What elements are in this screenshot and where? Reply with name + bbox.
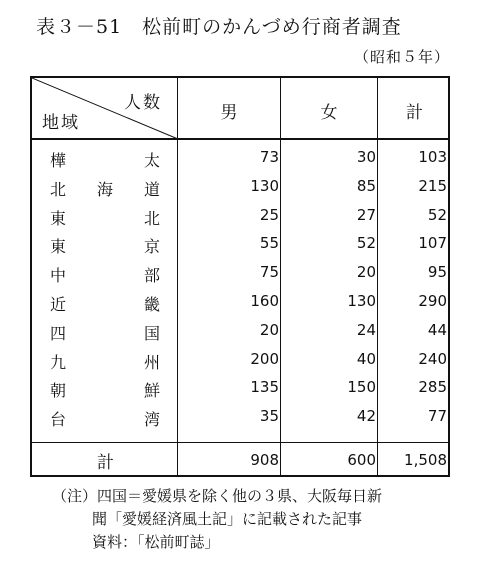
table-row: [32, 407, 448, 431]
table-row: [32, 177, 448, 201]
female-count: 24: [356, 320, 376, 339]
female-count: 150: [347, 378, 376, 397]
region-char: 北: [143, 208, 160, 228]
total-female: 600: [347, 451, 376, 469]
row-total: 52: [427, 205, 447, 224]
female-count: 40: [356, 349, 376, 368]
row-total: 44: [427, 320, 447, 339]
male-count: 160: [250, 292, 279, 310]
data-table: [30, 76, 450, 477]
corner-label-region: 地域: [42, 113, 80, 133]
region-name: [50, 206, 160, 229]
region-name: [50, 321, 160, 344]
region-char: 畿: [143, 295, 160, 314]
note-line: 聞「愛媛経済風土記」に記載された記事: [92, 510, 363, 528]
female-count: 27: [356, 205, 376, 224]
corner-label-count: 人数: [124, 93, 162, 113]
region-char: 近: [50, 295, 67, 314]
row-total: 215: [418, 176, 447, 195]
table-row: [32, 350, 448, 374]
region-name: [50, 378, 160, 401]
row-total: 240: [418, 349, 447, 368]
total-male: 908: [250, 451, 279, 469]
region-char: 部: [143, 266, 160, 286]
row-total: 107: [418, 234, 447, 253]
row-total: 77: [427, 407, 447, 426]
region-char: 京: [143, 237, 160, 257]
female-count: 52: [356, 234, 376, 253]
region-name: [50, 407, 160, 430]
male-count: 135: [250, 378, 279, 397]
total-label: 計: [97, 453, 114, 473]
row-total: 103: [418, 148, 447, 166]
table-row: [32, 148, 448, 172]
region-char: 鮮: [143, 381, 160, 401]
region-name: [50, 350, 160, 373]
region-char: 朝: [50, 381, 67, 401]
male-count: 75: [259, 263, 279, 282]
female-count: 130: [347, 292, 376, 310]
header-total: 計: [406, 103, 423, 123]
female-count: 42: [356, 407, 376, 426]
header-female: 女: [320, 103, 338, 123]
region-char: 太: [143, 151, 160, 170]
region-name: [50, 177, 160, 200]
row-total: 95: [427, 263, 447, 282]
region-char: 北: [50, 179, 67, 199]
male-count: 35: [259, 407, 279, 426]
table-row: [32, 263, 448, 287]
region-char: 九: [50, 352, 67, 372]
region-name: [50, 234, 160, 257]
region-char: 道: [143, 179, 160, 199]
region-char: 国: [143, 323, 160, 343]
header-male: 男: [220, 103, 238, 123]
table-row: [32, 234, 448, 258]
region-char: 海: [96, 179, 113, 199]
page-title: 表３－51 松前町のかんづめ行商者調査: [36, 16, 402, 38]
table-row: [32, 378, 448, 402]
female-count: 85: [356, 176, 376, 195]
region-name: [50, 292, 160, 315]
total-row: [32, 444, 448, 474]
table-row: [32, 206, 448, 230]
total-divider: [32, 442, 448, 443]
region-char: 州: [143, 352, 160, 372]
page-subtitle: （昭和５年）: [353, 48, 450, 66]
note-line: （注）四国＝愛媛県を除く他の３県、大阪毎日新: [52, 487, 383, 505]
note-line: 資料：「松前町誌」: [92, 533, 220, 551]
region-char: 湾: [143, 410, 160, 430]
region-char: 東: [50, 208, 67, 228]
row-total: 285: [418, 378, 447, 397]
region-char: 台: [50, 410, 67, 430]
male-count: 25: [259, 205, 279, 224]
notes: [52, 485, 382, 554]
male-count: 20: [259, 320, 279, 339]
male-count: 55: [259, 234, 279, 253]
total-sum: 1,508: [404, 451, 447, 469]
region-name: [50, 148, 160, 171]
male-count: 130: [250, 176, 279, 195]
region-name: [50, 263, 160, 286]
female-count: 20: [356, 263, 376, 282]
row-total: 290: [418, 292, 447, 310]
male-count: 73: [259, 148, 279, 166]
male-count: 200: [250, 349, 279, 368]
region-char: 四: [50, 323, 67, 343]
female-count: 30: [356, 148, 376, 166]
region-char: 樺: [50, 151, 67, 170]
region-char: 東: [50, 237, 67, 257]
region-char: 中: [50, 266, 67, 286]
table-row: [32, 321, 448, 345]
table-row: [32, 292, 448, 316]
